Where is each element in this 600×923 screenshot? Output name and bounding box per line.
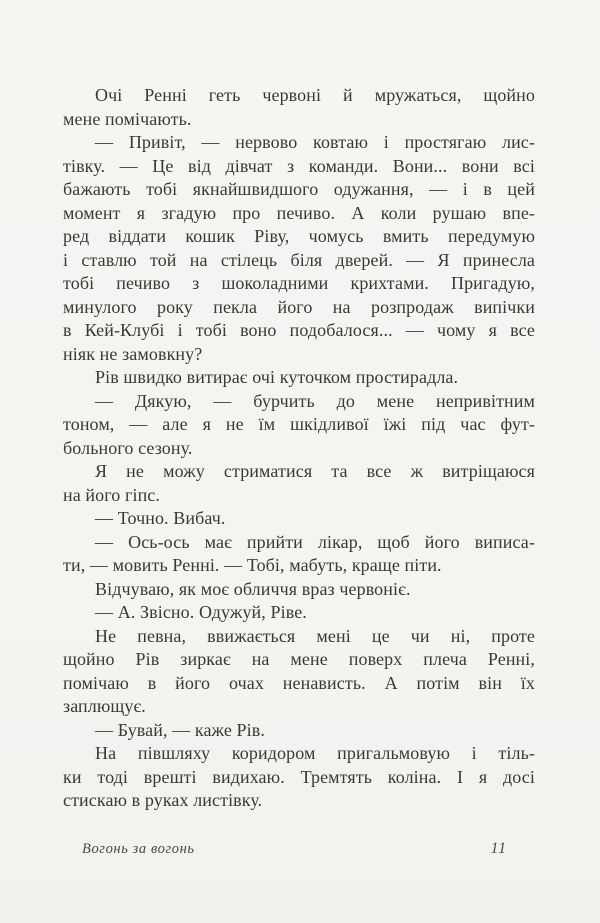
text-line: Рів швидко витирає очі куточком простирадла. — [95, 367, 459, 387]
page-text — [63, 84, 535, 813]
text-line: минулого року пекла його на розпродаж випічки — [63, 296, 535, 317]
paragraph — [63, 390, 535, 461]
text-line: в Кей-Клубі і тобі воно подобалося... — чому я все — [63, 320, 535, 340]
paragraph — [63, 131, 535, 366]
paragraph — [63, 531, 535, 578]
text-line: тівку. — Це від дівчат з команди. Вони... вони всі — [63, 155, 535, 176]
text-line: щойно Рів зиркає на мене поверх плеча Ренні, — [63, 649, 535, 669]
paragraph — [63, 507, 535, 531]
text-line: ред віддати кошик Ріву, чомусь вмить передумую — [63, 226, 535, 246]
text-line: На півшляху коридором пригальмовую і тіль- — [95, 743, 535, 763]
paragraph — [63, 366, 535, 390]
page-number: 11 — [490, 840, 507, 857]
paragraph — [63, 625, 535, 719]
text-line: ки тоді врешті видихаю. Тремтять коліна. І я досі — [63, 766, 535, 787]
text-line: Я не можу стриматися та все ж витріщаюся — [95, 461, 535, 481]
text-line: стискаю в руках листівку. — [63, 790, 263, 810]
text-line: — Точно. Вибач. — [95, 508, 226, 528]
text-line: — Ось-ось має прийти лікар, щоб його виписа- — [95, 531, 535, 552]
paragraph — [63, 719, 535, 743]
text-line: ти, — мовить Ренні. — Тобі, мабуть, краще піти. — [63, 555, 442, 575]
text-line: помічаю в його очах ненависть. А потім він їх — [63, 672, 535, 693]
text-line: заплющує. — [63, 696, 146, 716]
text-line: — Бувай, — каже Рів. — [95, 719, 265, 740]
paragraph — [63, 84, 535, 131]
text-line: Очі Ренні геть червоні й мружаться, щойно — [95, 85, 535, 105]
paragraph — [63, 578, 535, 602]
text-line: Не певна, ввижається мені це чи ні, проте — [95, 625, 535, 646]
text-line: ніяк не замовкну? — [63, 343, 203, 364]
page-footer — [63, 840, 535, 858]
text-line: і ставлю той на стілець біля дверей. — Я принесла — [63, 249, 535, 270]
text-line: мене помічають. — [63, 108, 192, 129]
running-title: Вогонь за вогонь — [82, 841, 195, 857]
text-line: — А. Звісно. Одужуй, Ріве. — [95, 602, 307, 622]
paragraph — [63, 601, 535, 625]
text-line: больного сезону. — [63, 437, 193, 458]
text-line: тобі печиво з шоколадними крихтами. Пригадую, — [63, 273, 535, 293]
text-line: момент я згадую про печиво. А коли рушаю впе- — [63, 202, 535, 223]
text-line: Відчуваю, як моє обличчя враз червоніє. — [95, 578, 411, 599]
text-line: тоном, — але я не їм шкідливої їжі під час фут- — [63, 414, 535, 434]
paragraph — [63, 460, 535, 507]
text-line: бажають тобі якнайшвидшого одужання, — і в цей — [63, 179, 535, 199]
text-line: — Привіт, — нервово ковтаю і простягаю лис- — [95, 132, 535, 152]
paragraph — [63, 742, 535, 813]
text-line: — Дякую, — бурчить до мене непривітним — [95, 390, 535, 411]
text-line: на його гіпс. — [63, 484, 160, 505]
